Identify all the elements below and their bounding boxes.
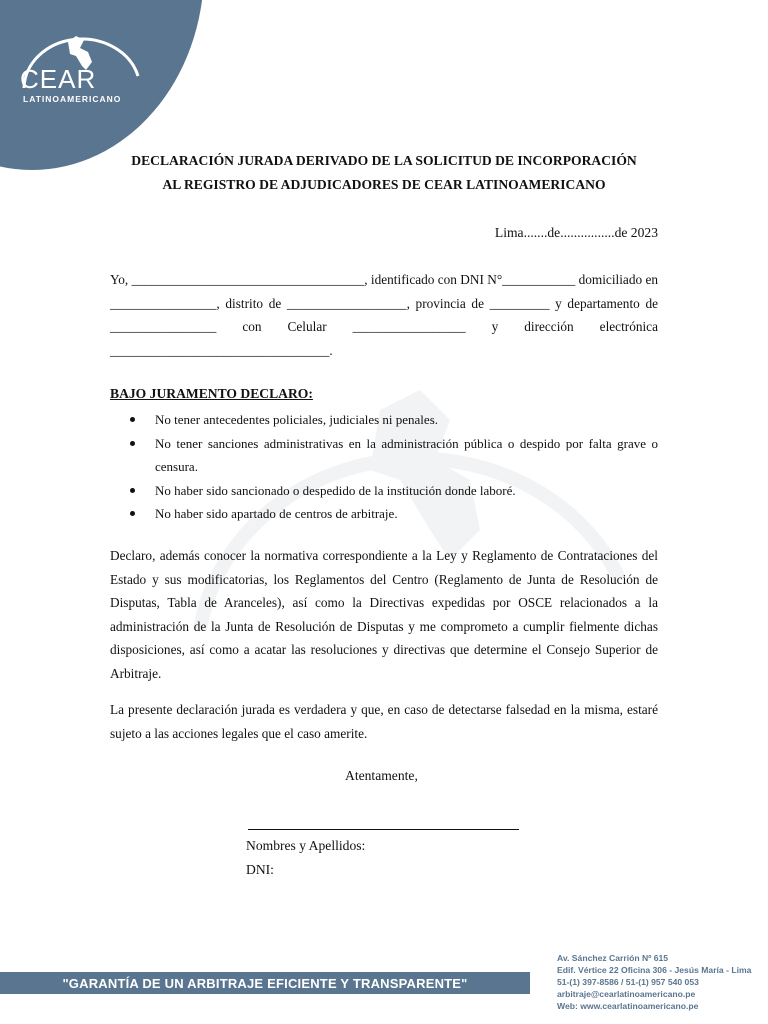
contact-block [557,952,751,1012]
bullet-icon [130,488,135,493]
knowledge-paragraph: Declaro, además conocer la normativa correspondiente a la Ley y Reglamento de Contrataciones del Estado y sus modificatorias, los Reglamentos del Centro (Reglamento de Junta de Resolución de Disputas, Tabla de Aranceles), así como la Directivas expedidas por OSCE relacionados a la administración de la Junta de Resolución de Disputas y me comprometo a cumplir fielmente dichas disposiciones, así como a acatar las resoluciones y directivas que determine el Consejo Superior de Arbitraje. [110,548,658,681]
bullet-icon [130,417,135,422]
name-label: Nombres y Apellidos: [246,838,366,853]
slogan-banner [0,972,530,994]
truth-paragraph: La presente declaración jurada es verdadera y que, en caso de detectarse falsedad en la misma, estaré sujeto a las acciones legales que el caso amerite. [110,702,658,741]
document-title-line-2: AL REGISTRO DE ADJUDICADORES DE CEAR LATINOAMERICANO [162,177,606,192]
closing-text: Atentamente, [345,768,418,783]
declaration-item: No tener sanciones administrativas en la administración pública o despido por falta grave o censura. [130,432,658,479]
declaration-item: No haber sido sancionado o despedido de la institución donde laboré. [130,479,658,503]
date-line: Lima.......de................de 2023 [494,225,658,240]
declaration-item: No tener antecedentes policiales, judiciales ni penales. [130,408,658,432]
contact-email: arbitraje@cearlatinoamericano.pe [557,989,696,999]
signature-line [248,829,519,830]
dni-label: DNI: [246,862,274,877]
bullet-icon [130,441,135,446]
bullet-icon [130,511,135,516]
slogan-text: "GARANTÍA DE UN ARBITRAJE EFICIENTE Y TRANSPARENTE" [62,975,468,991]
oath-heading: BAJO JURAMENTO DECLARO: [110,386,313,401]
identification-paragraph: Yo, ___________________________________, identificado con DNI N°___________ domiciliado en ________________, distrito de __________________, provincia de _________ y departamento de ________________ con Celular _________________ y dirección electrónica _________________________________. [110,272,658,358]
contact-web: Web: www.cearlatinoamericano.pe [557,1001,699,1011]
contact-building: Edif. Vértice 22 Oficina 306 - Jesús María - Lima [557,965,752,975]
logo-subtext: LATINOAMERICANO [23,94,122,104]
declaration-item: No haber sido apartado de centros de arbitraje. [130,502,658,526]
contact-address: Av. Sánchez Carrión Nº 615 [557,953,669,963]
contact-phone: 51-(1) 397-8586 / 51-(1) 957 540 053 [557,977,699,987]
document-title-line-1: DECLARACIÓN JURADA DERIVADO DE LA SOLICITUD DE INCORPORACIÓN [131,153,637,168]
logo-text: CEAR [20,64,97,94]
declarations-list [130,408,658,526]
